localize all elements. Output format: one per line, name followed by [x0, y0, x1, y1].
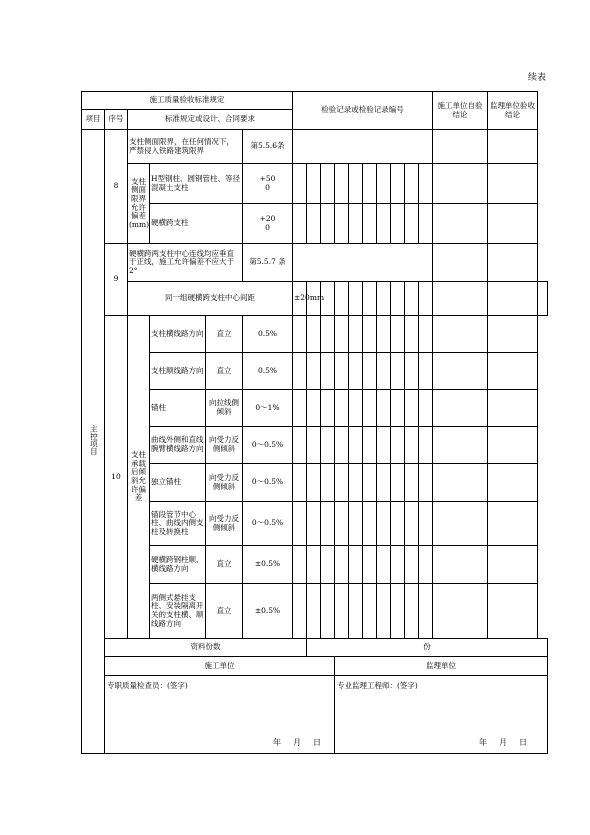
header-spec: 标准规定或设计、合同要求	[128, 110, 293, 130]
copies-value[interactable]: 份	[307, 639, 548, 657]
engineer-date: 年 月 日	[479, 737, 529, 747]
header-item: 项目	[82, 110, 105, 130]
seq-10: 10	[105, 316, 128, 639]
r9-record[interactable]	[293, 244, 433, 282]
inspector-signature[interactable]: 专职质量检查员：(签字) 年 月 日	[105, 676, 335, 754]
r8-b-text: H型钢柱、圆钢管柱、等径混凝土支柱	[150, 164, 243, 204]
r8-record[interactable]	[293, 130, 433, 164]
r10-item-name: 支柱横线路方向	[150, 316, 206, 353]
inspection-table	[81, 91, 548, 754]
copies-label: 资料份数	[105, 639, 307, 657]
r10-item-val: 0～1%	[243, 390, 293, 427]
r8-limit-text: 支柱侧面限界，在任何情况下，严禁侵入铁路建筑限界	[128, 130, 243, 164]
r10-group: 支柱承载后倾斜允许偏差	[128, 316, 150, 639]
r9-text: 硬横跨两支柱中心连线均应垂直于正线，施工允许偏差不应大于2°	[128, 244, 243, 282]
r10-item-val: 0～0.5%	[243, 427, 293, 464]
seq-8: 8	[105, 130, 128, 244]
continued-label: 续表	[528, 73, 547, 83]
r8-construction[interactable]	[433, 130, 488, 164]
r10-item-name: 锚段管节中心柱、曲线内侧支柱及转换柱	[150, 502, 206, 546]
r8-group: 支柱侧面限界允许偏差(mm)	[128, 164, 150, 244]
r10-item-dir: 向受力反侧倾斜	[206, 464, 243, 502]
category-cell: 主控项目	[82, 130, 105, 754]
r10-item-name: 支柱顺线路方向	[150, 353, 206, 390]
header-supervision: 监理单位验收结论	[488, 92, 538, 130]
r10-item-dir: 向受力反侧倾斜	[206, 427, 243, 464]
r10-item-val: 0～0.5%	[243, 502, 293, 546]
r10-item-name: 曲线外侧和直线腕臂横线路方向	[150, 427, 206, 464]
header-record: 检验记录或检验记录编号	[293, 92, 433, 130]
header-construction: 施工单位自验结论	[433, 92, 488, 130]
construction-unit-label: 施工单位	[105, 657, 335, 676]
r10-item-dir: 直立	[206, 546, 243, 584]
r10-item-dir: 直立	[206, 353, 243, 390]
r8-supervision[interactable]	[488, 130, 538, 164]
header-seq: 序号	[105, 110, 128, 130]
r10-item-dir: 向拉线侧倾斜	[206, 390, 243, 427]
r8-b-value: +50 0	[243, 164, 293, 204]
r10-item-val: 0.5%	[243, 353, 293, 390]
r8-c-value: +20 0	[243, 204, 293, 244]
supervision-unit-label: 监理单位	[335, 657, 548, 676]
seq-9: 9	[105, 244, 128, 316]
r10-item-val: 0.5%	[243, 316, 293, 353]
inspector-date: 年 月 日	[273, 737, 323, 747]
r10-item-name: 硬横跨钢柱顺、横线路方向	[150, 546, 206, 584]
r10-item-dir: 直立	[206, 316, 243, 353]
r9-clause: 第5.5.7 条	[243, 244, 293, 282]
r10-item-name: 两侧式悬挂支柱、安装隔离开关的支柱横、顺线路方向	[150, 584, 206, 639]
r10-item-name: 独立锚柱	[150, 464, 206, 502]
r8-c-text: 硬横跨支柱	[150, 204, 243, 244]
r8-clause: 第5.5.6条	[243, 130, 293, 164]
r9-b-value: ±20mm	[293, 282, 307, 316]
header-standard: 施工质量验收标准规定	[82, 92, 293, 110]
r9-b-text: 同一组硬横跨支柱中心间距	[128, 282, 293, 316]
r10-item-val: 0～0.5%	[243, 464, 293, 502]
r10-item-val: ±0.5%	[243, 584, 293, 639]
engineer-signature[interactable]: 专业监理工程师：(签字) 年 月 日	[335, 676, 548, 754]
r10-item-name: 锚柱	[150, 390, 206, 427]
r10-item-val: ±0.5%	[243, 546, 293, 584]
r10-item-dir: 直立	[206, 584, 243, 639]
r10-item-dir: 向受力反侧倾斜	[206, 502, 243, 546]
